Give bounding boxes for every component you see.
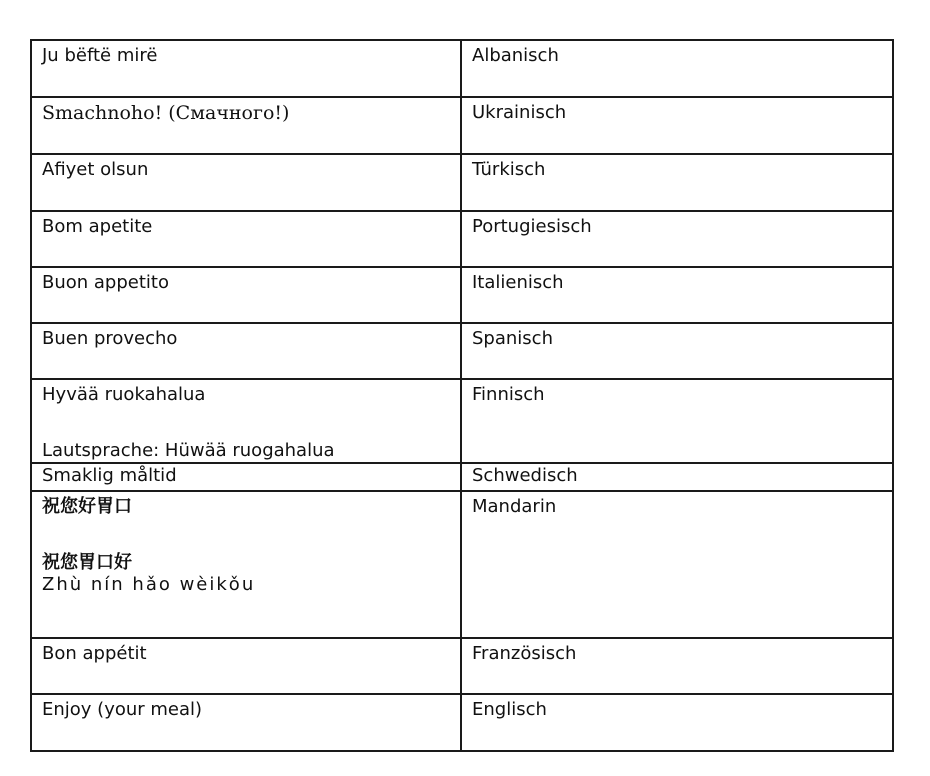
language-cell <box>461 211 893 267</box>
greetings-table <box>30 39 894 752</box>
phrase-cell <box>31 211 461 267</box>
phrase-text: Afiyet olsun <box>42 159 149 180</box>
phrase-alt-text: 祝您胃口好 <box>42 552 132 573</box>
phrase-cell <box>31 379 461 463</box>
language-cell <box>461 491 893 638</box>
language-cell <box>461 638 893 694</box>
phrase-text: Buon appetito <box>42 272 169 293</box>
phrase-text: Ju bëftë mirë <box>42 45 158 66</box>
language-cell <box>461 463 893 491</box>
phrase-text: Bom apetite <box>42 216 153 237</box>
phrase-cell <box>31 267 461 323</box>
phrase-cell <box>31 323 461 379</box>
language-cell <box>461 154 893 211</box>
language-text: Ukrainisch <box>472 102 567 123</box>
language-text: Finnisch <box>472 384 545 405</box>
language-text: Schwedisch <box>472 465 578 486</box>
table-row <box>31 638 893 694</box>
table-row <box>31 463 893 491</box>
language-cell <box>461 97 893 154</box>
table-row <box>31 379 893 463</box>
phrase-cell <box>31 463 461 491</box>
language-cell <box>461 40 893 97</box>
language-cell <box>461 379 893 463</box>
language-text: Englisch <box>472 699 547 720</box>
language-text: Türkisch <box>472 159 546 180</box>
phrase-text: Smachnoho! <box>42 102 163 124</box>
phrase-cell <box>31 638 461 694</box>
phrase-cell <box>31 694 461 751</box>
language-text: Spanisch <box>472 328 553 349</box>
language-text: Portugiesisch <box>472 216 592 237</box>
phrase-cell <box>31 97 461 154</box>
language-cell <box>461 267 893 323</box>
phrase-text: Enjoy (your meal) <box>42 699 203 720</box>
phrase-cell <box>31 491 461 638</box>
table-row <box>31 491 893 638</box>
phrase-text: Buen provecho <box>42 328 178 349</box>
phrase-text: 祝您好胃口 <box>42 496 132 517</box>
phrase-note-text: Lautsprache: Hüwää ruogahalua <box>42 440 335 461</box>
table-row <box>31 323 893 379</box>
phrase-text: Bon appétit <box>42 643 147 664</box>
phrase-text: Smaklig måltid <box>42 465 177 486</box>
table-row <box>31 211 893 267</box>
phrase-text: Hyvää ruokahalua <box>42 384 206 405</box>
table-row <box>31 267 893 323</box>
language-text: Französisch <box>472 643 577 664</box>
table-row <box>31 154 893 211</box>
phrase-pinyin-text: Zhù nín hǎo wèikǒu <box>42 574 256 595</box>
table-row <box>31 694 893 751</box>
phrase-cyrillic-text: (Смачного!) <box>162 102 290 124</box>
language-text: Albanisch <box>472 45 559 66</box>
language-cell <box>461 323 893 379</box>
phrase-cell <box>31 154 461 211</box>
language-cell <box>461 694 893 751</box>
table-row <box>31 97 893 154</box>
phrase-cell <box>31 40 461 97</box>
table-row <box>31 40 893 97</box>
language-text: Mandarin <box>472 496 557 517</box>
language-text: Italienisch <box>472 272 564 293</box>
